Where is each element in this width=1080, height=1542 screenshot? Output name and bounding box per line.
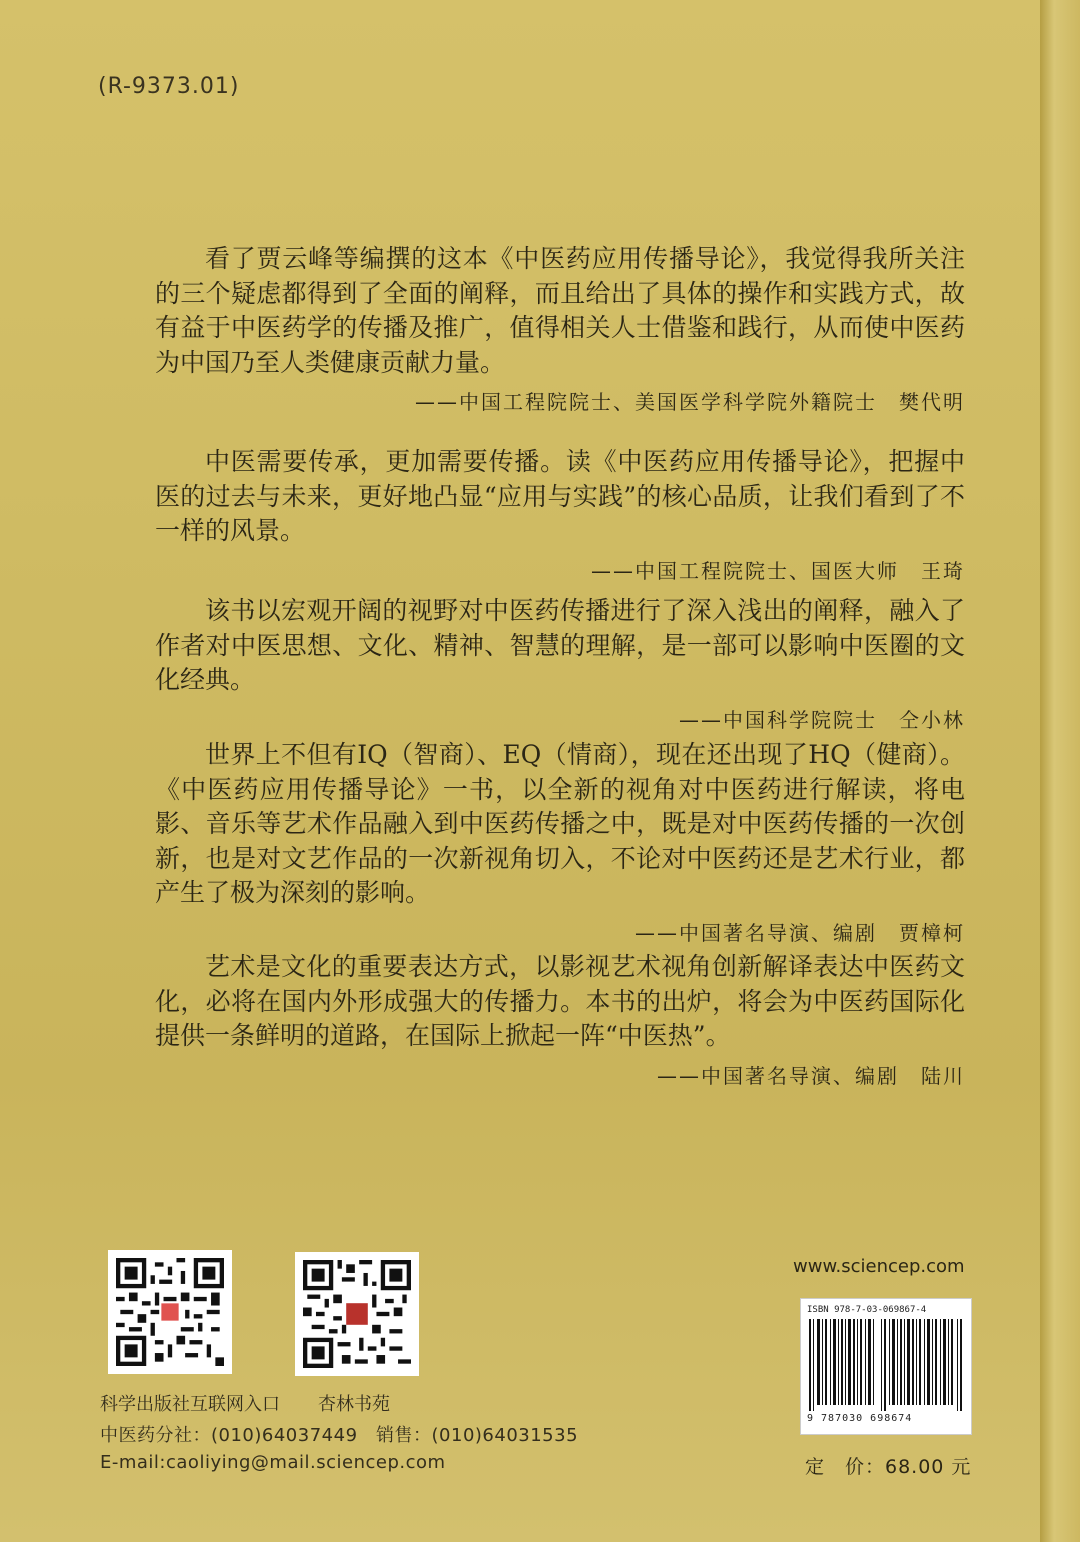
quote-attribution: ——中国科学院院士 仝小林 [679, 707, 965, 732]
qr-label-sciencep: 科学出版社互联网入口 [100, 1394, 280, 1415]
quote-attribution: ——中国著名导演、编剧 陆川 [657, 1063, 965, 1088]
barcode-digits: 9 787030 698674 [807, 1413, 913, 1424]
quote-text: 中医需要传承，更加需要传播。读《中医药应用传播导论》，把握中医的过去与未来，更好地凸显“应用与实践”的核心品质，让我们看到了不一样的风景。 [155, 447, 965, 545]
qr-code-xinglin [295, 1252, 419, 1376]
quote-1 [155, 242, 965, 415]
publisher-website: www.sciencep.com [793, 1256, 965, 1277]
isbn-barcode [800, 1298, 972, 1435]
qr-code-icon [116, 1258, 224, 1366]
quote-5 [155, 950, 965, 1089]
quote-attribution: ——中国工程院院士、美国医学科学院外籍院士 樊代明 [415, 390, 965, 414]
quote-attribution: ——中国著名导演、编剧 贾樟柯 [635, 920, 965, 945]
price: 定 价：68.00 元 [805, 1456, 972, 1478]
contact-phone: 中医药分社：(010)64037449 销售：(010)64031535 [100, 1425, 579, 1446]
quote-text: 艺术是文化的重要表达方式，以影视艺术视角创新解译表达中医药文化，必将在国内外形成强大的传播力。本书的出炉，将会为中医药国际化提供一条鲜明的道路，在国际上掀起一阵“中医热”。 [155, 952, 965, 1050]
qr-code-icon [303, 1260, 411, 1368]
qr-code-sciencep [108, 1250, 232, 1374]
quote-text: 该书以宏观开阔的视野对中医药传播进行了深入浅出的阐释，融入了作者对中医思想、文化、精神、智慧的理解，是一部可以影响中医圈的文化经典。 [155, 596, 965, 694]
quote-text: 世界上不但有IQ（智商）、EQ（情商），现在还出现了HQ（健商）。《中医药应用传播导论》一书，以全新的视角对中医药进行解读，将电影、音乐等艺术作品融入到中医药传播之中，既是对中医药传播的一次创新，也是对文艺作品的一次新视角切入，不论对中医药还是艺术行业，都产生了极为深刻的影响。 [155, 740, 965, 907]
quote-attribution: ——中国工程院院士、国医大师 王琦 [591, 558, 965, 583]
quote-3 [155, 594, 965, 733]
isbn-text: ISBN 978-7-03-069867-4 [807, 1305, 927, 1315]
quote-text: 看了贾云峰等编撰的这本《中医药应用传播导论》，我觉得我所关注的三个疑虑都得到了全面的阐释，而且给出了具体的操作和实践方式，故有益于中医药学的传播及推广，值得相关人士借鉴和践行，从而使中医药为中国乃至人类健康贡献力量。 [155, 244, 965, 377]
qr-label-xinglin: 杏林书苑 [318, 1394, 390, 1415]
quote-4 [155, 738, 965, 946]
barcode-icon [809, 1319, 963, 1411]
quote-2 [155, 445, 965, 584]
catalog-number: (R-9373.01) [98, 74, 240, 99]
contact-email: E-mail:caoliying@mail.sciencep.com [100, 1452, 446, 1473]
book-edge [1040, 0, 1080, 1542]
